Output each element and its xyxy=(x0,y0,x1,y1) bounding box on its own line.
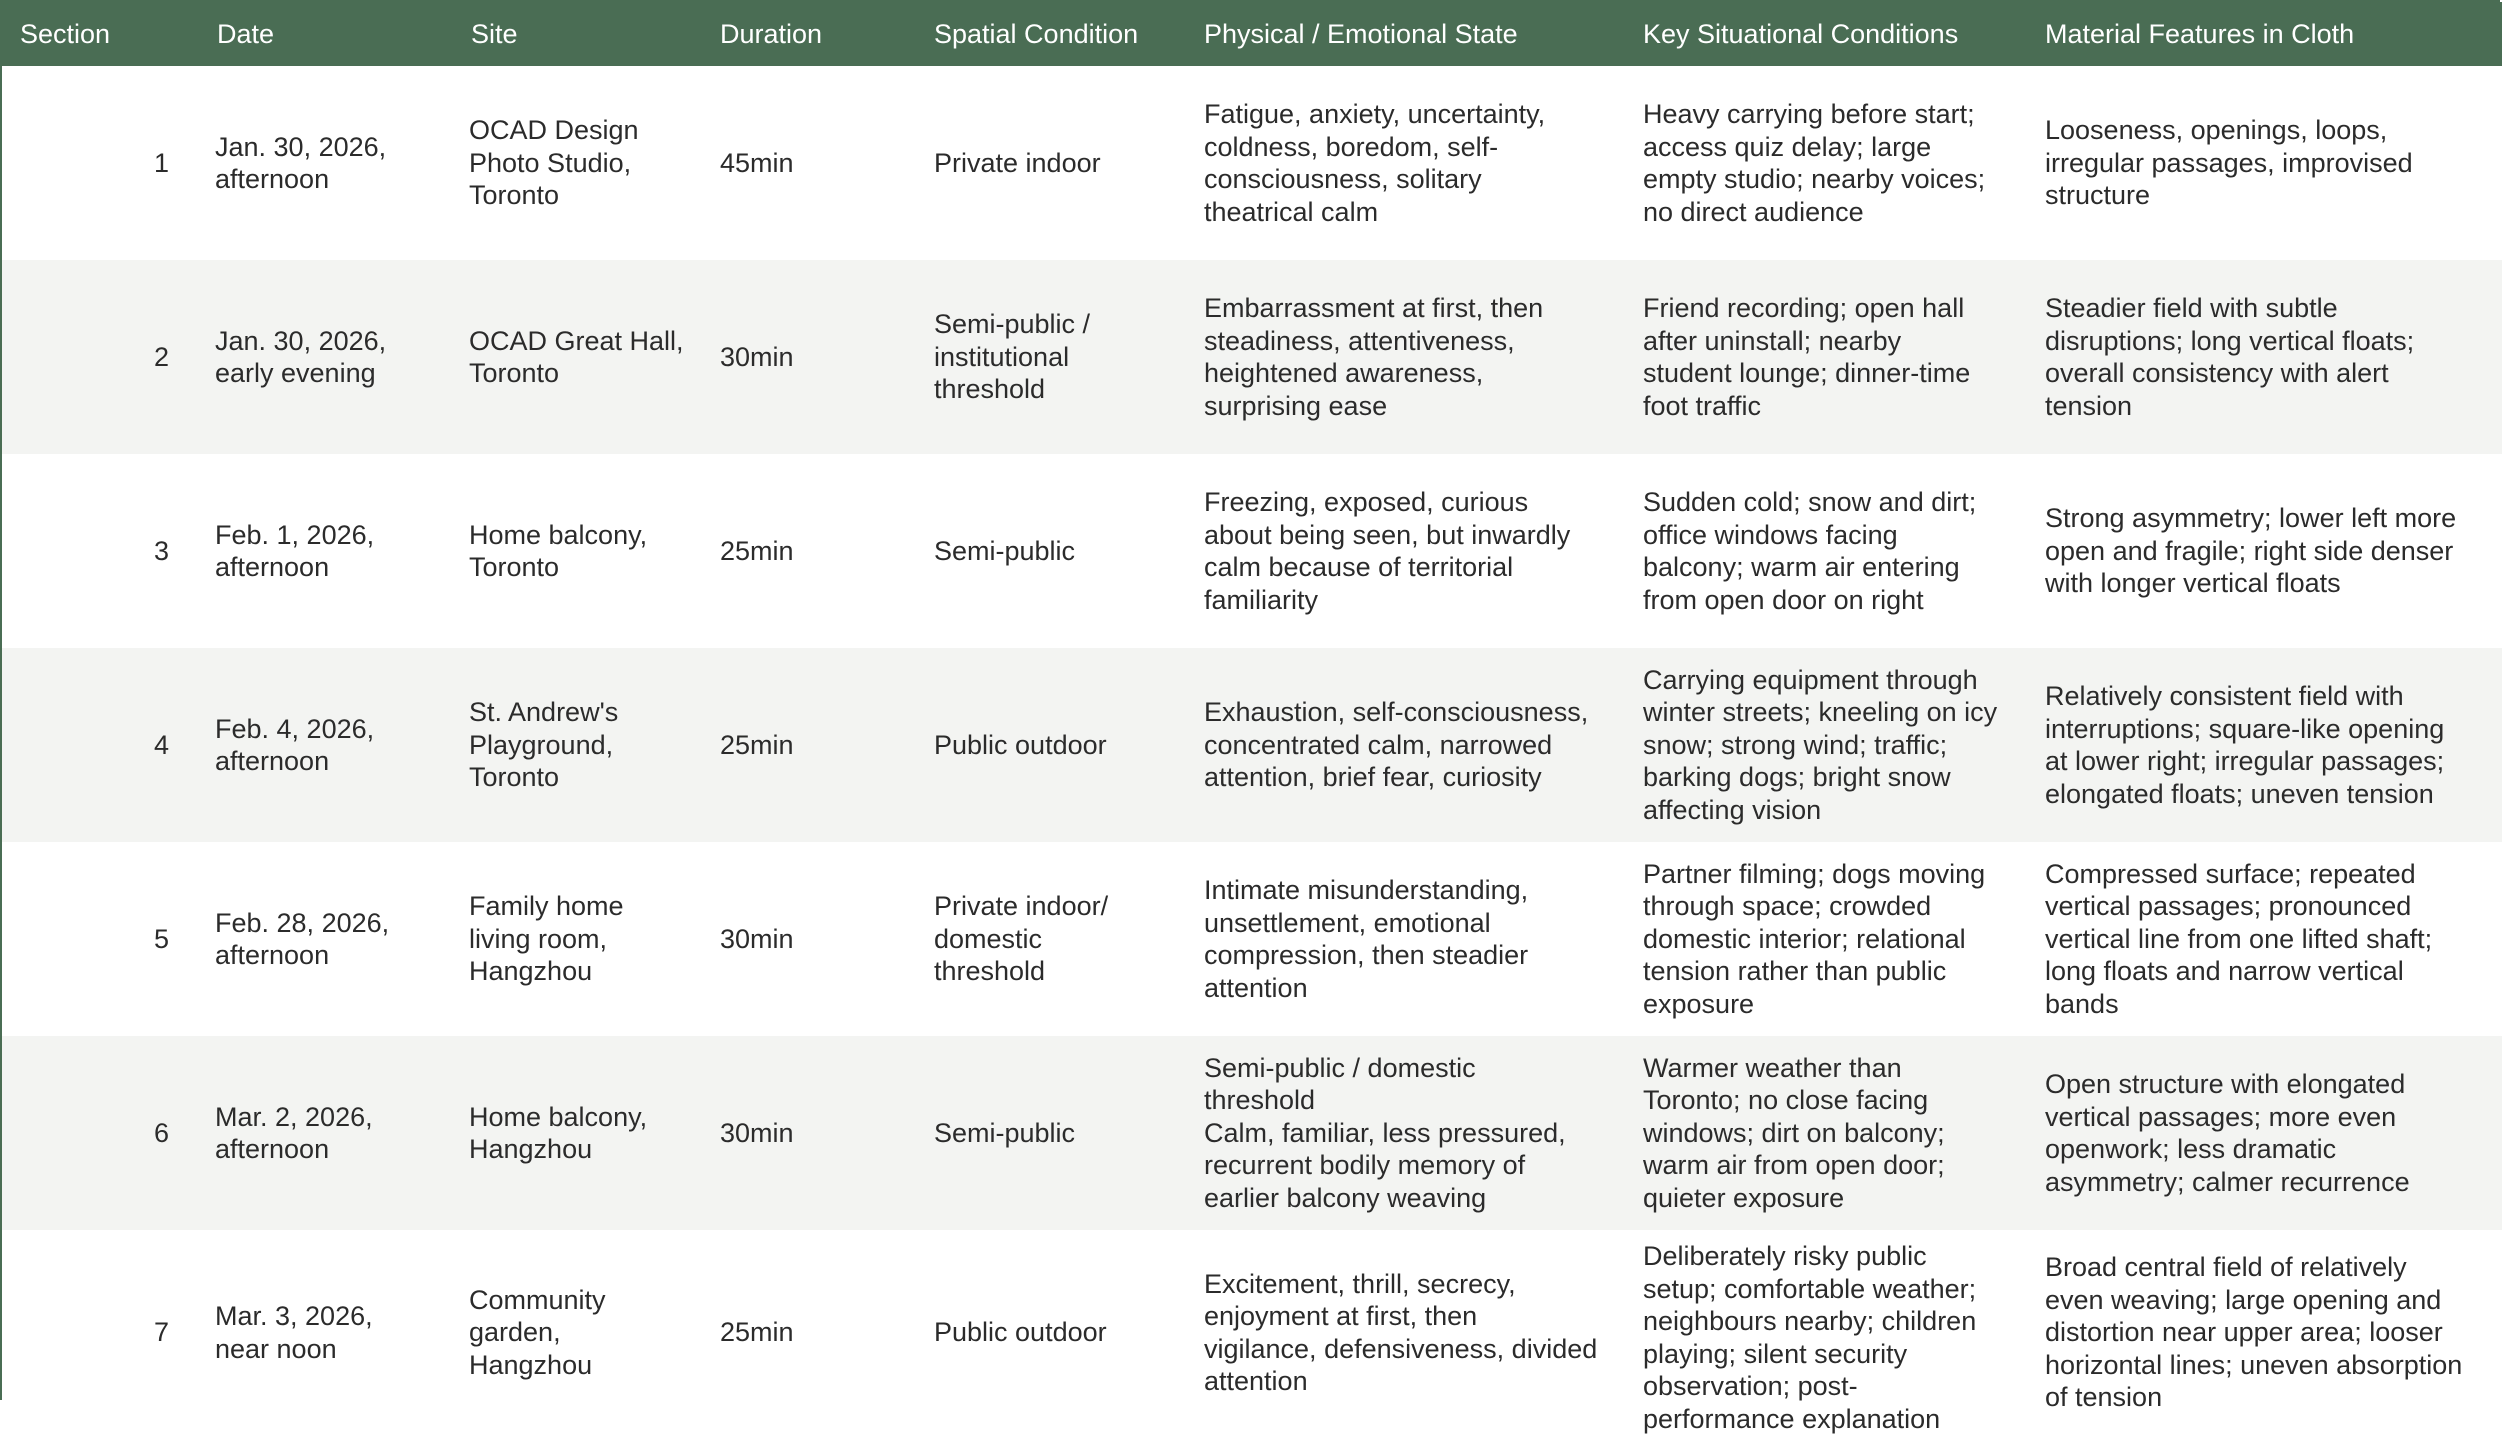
cell-site: Home balcony, Hangzhou xyxy=(469,1101,648,1164)
cell-duration: 30min xyxy=(720,341,794,372)
cell-material-features: Strong asymmetry; lower left more open and fragile; right side denser with longer vertical floats xyxy=(2045,503,2457,599)
cell-site: OCAD Design Photo Studio, Toronto xyxy=(469,115,639,211)
cell-duration: 25min xyxy=(720,729,794,760)
cell-spatial-condition: Private indoor/ domestic threshold xyxy=(934,891,1109,987)
cell-section: 2 xyxy=(153,341,169,372)
cell-spatial-condition: Semi-public / institutional threshold xyxy=(934,309,1091,405)
cell-section: 5 xyxy=(153,923,169,954)
cell-material-features: Open structure with elongated vertical passages; more even openwork; less dramatic asymmetry; calmer recurrence xyxy=(2045,1069,2410,1197)
cell-duration: 25min xyxy=(720,535,794,566)
cell-emotional-state: Exhaustion, self-consciousness, concentrated calm, narrowed attention, brief fear, curiosity xyxy=(1204,697,1589,793)
cell-date: Jan. 30, 2026, afternoon xyxy=(215,131,387,194)
cell-section: 1 xyxy=(153,147,169,178)
header-site[interactable]: Site xyxy=(453,2,702,66)
cell-site: Home balcony, Toronto xyxy=(469,519,648,582)
cell-material-features: Relatively consistent field with interruptions; square-like opening at lower right; irregular passages; elongated floats; uneven tension xyxy=(2045,681,2445,809)
cell-date: Jan. 30, 2026, early evening xyxy=(215,325,387,388)
table-row xyxy=(2,648,2502,842)
table-row xyxy=(2,260,2502,454)
table-row xyxy=(2,842,2502,1036)
header-key-situational-conditions[interactable]: Key Situational Conditions xyxy=(1625,2,2027,66)
header-physical-emotional-state[interactable]: Physical / Emotional State xyxy=(1186,2,1625,66)
cell-site: OCAD Great Hall, Toronto xyxy=(469,325,684,388)
header-date[interactable]: Date xyxy=(199,2,453,66)
cell-situational-conditions: Warmer weather than Toronto; no close facing windows; dirt on balcony; warm air from open door; quieter exposure xyxy=(1643,1052,1945,1213)
header-duration[interactable]: Duration xyxy=(702,2,916,66)
cell-spatial-condition: Public outdoor xyxy=(934,729,1107,760)
cell-situational-conditions: Friend recording; open hall after uninstall; nearby student lounge; dinner-time foot traffic xyxy=(1643,293,1971,421)
header-spatial-condition[interactable]: Spatial Condition xyxy=(916,2,1186,66)
table-header-row xyxy=(2,2,2502,66)
cell-material-features: Looseness, openings, loops, irregular passages, improvised structure xyxy=(2045,115,2413,211)
cell-duration: 30min xyxy=(720,923,794,954)
cell-material-features: Compressed surface; repeated vertical passages; pronounced vertical line from one lifted shaft; long floats and narrow vertical bands xyxy=(2045,858,2433,1019)
table-row xyxy=(2,1230,2502,1435)
header-section[interactable]: Section xyxy=(2,2,199,66)
cell-spatial-condition: Private indoor xyxy=(934,147,1101,178)
cell-spatial-condition: Semi-public xyxy=(934,535,1076,566)
header-material-features[interactable]: Material Features in Cloth xyxy=(2027,2,2502,66)
cell-material-features: Steadier field with subtle disruptions; long vertical floats; overall consistency with alert tension xyxy=(2045,293,2415,421)
cell-emotional-state: Freezing, exposed, curious about being seen, but inwardly calm because of territorial familiarity xyxy=(1204,487,1571,615)
cell-duration: 25min xyxy=(720,1317,794,1348)
cell-situational-conditions: Partner filming; dogs moving through space; crowded domestic interior; relational tension rather than public exposure xyxy=(1643,858,1986,1019)
cell-duration: 30min xyxy=(720,1117,794,1148)
cell-site: Community garden, Hangzhou xyxy=(469,1284,606,1380)
cell-emotional-state: Excitement, thrill, secrecy, enjoyment at first, then vigilance, defensiveness, divided attention xyxy=(1204,1268,1598,1396)
table-row xyxy=(2,1036,2502,1230)
cell-emotional-state: Fatigue, anxiety, uncertainty, coldness, boredom, self- consciousness, solitary theatrical calm xyxy=(1204,99,1546,227)
table-row xyxy=(2,454,2502,648)
cell-date: Feb. 4, 2026, afternoon xyxy=(215,713,375,776)
cell-duration: 45min xyxy=(720,147,794,178)
cell-site: Family home living room, Hangzhou xyxy=(469,891,624,987)
cell-situational-conditions: Heavy carrying before start; access quiz delay; large empty studio; nearby voices; no direct audience xyxy=(1643,99,1986,227)
cell-emotional-state: Embarrassment at first, then steadiness, attentiveness, heightened awareness, surprising ease xyxy=(1204,293,1544,421)
cell-emotional-state: Semi-public / domestic threshold Calm, familiar, less pressured, recurrent bodily memory of earlier balcony weaving xyxy=(1204,1052,1566,1213)
cell-site: St. Andrew's Playground, Toronto xyxy=(469,697,619,793)
cell-emotional-state: Intimate misunderstanding, unsettlement, emotional compression, then steadier attention xyxy=(1204,875,1529,1003)
cell-situational-conditions: Sudden cold; snow and dirt; office windows facing balcony; warm air entering from open door on right xyxy=(1643,487,1977,615)
cell-material-features: Broad central field of relatively even weaving; large opening and distortion near upper area; looser horizontal lines; uneven absorption of tension xyxy=(2045,1252,2463,1413)
cell-section: 6 xyxy=(153,1117,169,1148)
cell-spatial-condition: Semi-public xyxy=(934,1117,1076,1148)
cell-date: Feb. 1, 2026, afternoon xyxy=(215,519,375,582)
cell-section: 3 xyxy=(153,535,169,566)
cell-date: Mar. 2, 2026, afternoon xyxy=(215,1101,373,1164)
cell-situational-conditions: Carrying equipment through winter streets; kneeling on icy snow; strong wind; traffic; barking dogs; bright snow affecting vision xyxy=(1643,664,1998,825)
cell-date: Mar. 3, 2026, near noon xyxy=(215,1301,373,1364)
performance-log-table xyxy=(2,2,2502,1435)
cell-section: 4 xyxy=(153,729,169,760)
table-row xyxy=(2,66,2502,260)
cell-situational-conditions: Deliberately risky public setup; comfortable weather; neighbours nearby; children playing; silent security observation; post- performance explanation xyxy=(1643,1241,1977,1434)
cell-spatial-condition: Public outdoor xyxy=(934,1317,1107,1348)
cell-date: Feb. 28, 2026, afternoon xyxy=(215,907,390,970)
cell-section: 7 xyxy=(153,1317,169,1348)
